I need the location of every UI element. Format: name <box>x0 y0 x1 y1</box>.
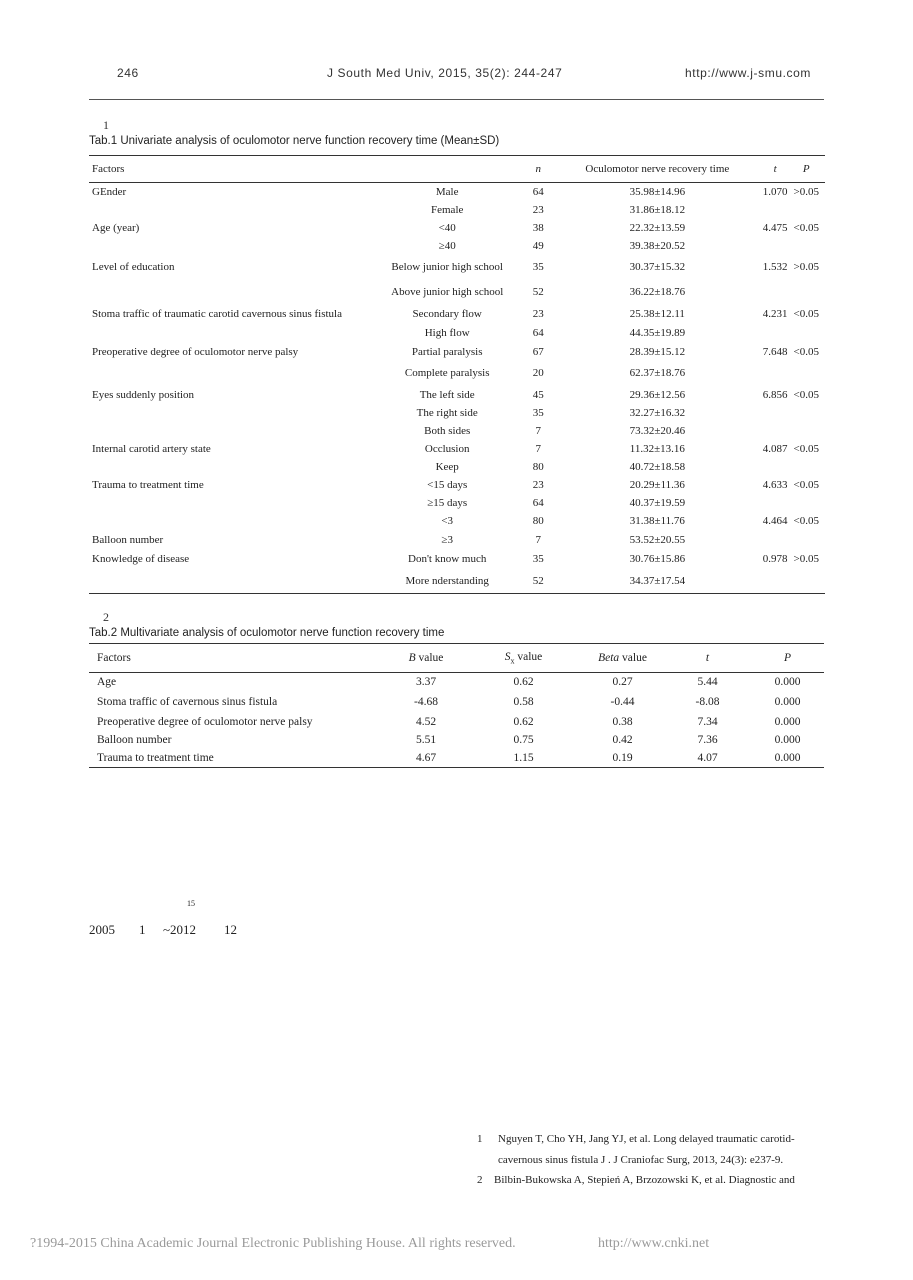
table2-header-row <box>89 644 824 673</box>
table1-header-n: n <box>525 156 552 183</box>
table1-cell: 38 <box>532 221 544 234</box>
table2-cell: 4.67 <box>415 751 437 764</box>
table1-cell: 31.86±18.12 <box>629 203 686 216</box>
table1-cell <box>788 237 825 255</box>
reference-1-line2: cavernous sinus fistula J . J Craniofac Surg, 2013, 24(3): e237-9. <box>498 1154 784 1166</box>
table2-cell: -0.44 <box>610 695 635 708</box>
table1-cell: <0.05 <box>793 515 819 527</box>
table1-row <box>89 476 825 494</box>
table1-number: 1 <box>103 118 109 132</box>
table2-cell: 0.75 <box>513 734 534 746</box>
table2-cell: 0.38 <box>612 715 633 728</box>
table2-cell: 0.000 <box>774 734 801 746</box>
table1-cell: 7 <box>535 442 542 455</box>
table1-cell: <3 <box>441 515 454 527</box>
table1-cell: The left side <box>419 388 475 401</box>
table1-cell <box>89 569 370 594</box>
table1-cell <box>788 422 825 440</box>
table1-cell <box>89 404 370 422</box>
table2-header-p: P <box>751 644 824 673</box>
table1-cell <box>763 569 788 594</box>
table1-cell: Knowledge of disease <box>92 552 190 565</box>
table1-cell: 45 <box>532 388 544 401</box>
table1-cell <box>788 531 825 549</box>
table1-cell <box>763 531 788 549</box>
table1-cell <box>763 458 788 476</box>
table1-cell: 35 <box>532 261 544 273</box>
s-word: value <box>514 650 543 663</box>
table1-cell: 49 <box>532 239 544 252</box>
table1-cell <box>788 569 825 594</box>
table2-cell: 0.42 <box>612 734 633 746</box>
table1-header-p: P <box>788 156 825 183</box>
table2-cell: Stoma traffic of cavernous sinus fistula <box>97 695 278 708</box>
table1-cell: <40 <box>438 221 456 234</box>
table1-cell <box>788 404 825 422</box>
table1-cell <box>788 494 825 512</box>
table1-cell: 64 <box>532 496 544 509</box>
table2-cell: 0.000 <box>774 715 801 728</box>
reference-1-line1 <box>477 1129 795 1150</box>
table1-cell: 35.98±14.96 <box>629 185 686 198</box>
table2-row <box>89 749 824 768</box>
table1-cell: 1.070 <box>762 185 788 198</box>
table1-cell: 7 <box>535 424 542 437</box>
table1-cell: 80 <box>532 460 544 473</box>
table1-cell: 4.087 <box>762 442 788 455</box>
journal-url: http://www.j-smu.com <box>685 66 812 80</box>
table1-cell: 20.29±11.36 <box>629 478 685 491</box>
table1-cell: 23 <box>532 308 544 320</box>
table2-cell: 0.62 <box>513 715 534 728</box>
year-2012: ~2012 <box>163 922 197 937</box>
table1-cell: 62.37±18.76 <box>629 367 686 379</box>
table1-cell: 7 <box>535 533 542 546</box>
month-1: 1 <box>139 922 146 937</box>
table1-cell: Don't know much <box>408 552 487 565</box>
table1-cell: The right side <box>416 406 478 419</box>
table1-cell <box>788 458 825 476</box>
table1-cell: 23 <box>532 478 544 491</box>
table1-row <box>89 255 825 280</box>
table1-cell <box>763 324 788 343</box>
table1-row <box>89 183 825 201</box>
table1-cell: 29.36±12.56 <box>629 388 686 401</box>
table1-row <box>89 512 825 531</box>
table1-cell: <0.05 <box>793 221 819 234</box>
table1-cell: <0.05 <box>793 308 819 320</box>
table1-cell: <15 days <box>427 478 468 491</box>
table1-row <box>89 440 825 458</box>
table1-cell: 67 <box>532 345 544 358</box>
table1-cell: Complete paralysis <box>404 367 490 379</box>
table1-row <box>89 404 825 422</box>
header-rule <box>89 99 824 100</box>
table2-cell: -4.68 <box>414 695 438 708</box>
table1-row <box>89 280 825 305</box>
table1-cell: 30.37±15.32 <box>629 261 686 273</box>
reference-1-text: Nguyen T, Cho YH, Jang YJ, et al. Long delayed traumatic carotid- <box>498 1133 795 1145</box>
table1-cell: Below junior high school <box>391 261 503 273</box>
table1-cell: 4.464 <box>762 515 788 527</box>
table1-cell <box>89 494 370 512</box>
table1-row <box>89 305 825 324</box>
table1-row <box>89 219 825 237</box>
table1-cell: Internal carotid artery state <box>92 442 211 455</box>
s-symbol: S <box>504 650 511 663</box>
table1-cell: 1.532 <box>762 261 788 273</box>
table1-cell: Age (year) <box>92 221 140 234</box>
table1-cell: 0.978 <box>762 552 788 565</box>
table2-header-b <box>386 644 466 673</box>
table1-cell: 64 <box>532 327 544 339</box>
table1-cell: Secondary flow <box>412 308 482 320</box>
table1-cell: 53.52±20.55 <box>629 533 686 546</box>
table2-cell: 0.62 <box>513 676 534 689</box>
table1-cell: <0.05 <box>793 478 819 491</box>
table1-row <box>89 422 825 440</box>
table1-cell: Eyes suddenly position <box>92 388 195 401</box>
table1-cell: 4.231 <box>762 308 788 320</box>
table2-cell: Trauma to treatment time <box>97 751 214 764</box>
table1-cell: 64 <box>532 185 544 198</box>
table1-cell <box>89 280 370 305</box>
table1-cell: 35 <box>532 406 544 419</box>
table1-row <box>89 343 825 361</box>
table1-cell: Trauma to treatment time <box>92 478 204 491</box>
table2-cell: -8.08 <box>695 695 720 708</box>
table2-cell: 0.000 <box>774 751 801 764</box>
table2-cell: 0.000 <box>774 695 801 708</box>
page-number: 246 <box>117 66 139 80</box>
table1-cell: 80 <box>532 515 544 527</box>
table1-cell: <0.05 <box>793 345 819 358</box>
table1-header-recovery-time: Oculomotor nerve recovery time <box>552 156 763 183</box>
reference-2-number: 2 <box>477 1174 483 1186</box>
year-2005: 2005 <box>89 922 115 937</box>
table1-cell: 22.32±13.59 <box>629 221 686 234</box>
table1-cell: 52 <box>532 286 544 298</box>
table1-cell: ≥40 <box>438 239 456 252</box>
table1-cell: Occlusion <box>424 442 470 455</box>
beta-symbol: Beta <box>598 652 620 664</box>
table1-header-factors: Factors <box>89 156 370 183</box>
table1-body <box>89 183 825 594</box>
table1-cell: 52 <box>532 574 544 587</box>
table1-cell: 32.27±16.32 <box>629 406 686 419</box>
table2-cell: 4.52 <box>415 715 437 728</box>
table2-cell: 0.58 <box>513 695 534 708</box>
table1-cell: >0.05 <box>793 552 819 565</box>
reference-1 <box>477 1129 795 1171</box>
citation-superscript: 15 <box>187 899 195 908</box>
table1-cell <box>89 201 370 219</box>
reference-1-number: 1 <box>477 1133 483 1145</box>
table1-cell: 23 <box>532 203 544 216</box>
table1-cell: Above junior high school <box>391 286 504 298</box>
table1-cell <box>763 237 788 255</box>
table2-row <box>89 673 824 692</box>
table2-cell: 5.51 <box>415 734 437 746</box>
table1-cell: 31.38±11.76 <box>629 515 685 527</box>
table1-row <box>89 201 825 219</box>
table2-cell: 3.37 <box>415 676 437 689</box>
table2-cell: 7.34 <box>697 715 718 728</box>
table1-row <box>89 237 825 255</box>
table1-row <box>89 531 825 549</box>
table1-cell <box>763 361 788 386</box>
table2 <box>89 643 824 768</box>
table2-cell: 0.19 <box>612 751 633 764</box>
table1-cell: Stoma traffic of traumatic carotid cavernous sinus fistula <box>92 308 342 320</box>
table1-cell <box>763 201 788 219</box>
cnki-url: http://www.cnki.net <box>598 1236 710 1251</box>
journal-citation: J South Med Univ, 2015, 35(2): 244-247 <box>327 66 563 80</box>
table1-cell: 44.35±19.89 <box>629 327 686 339</box>
table2-row <box>89 712 824 732</box>
table1-header-t: t <box>763 156 788 183</box>
table1-cell: 7.648 <box>762 345 788 358</box>
table1-row <box>89 549 825 569</box>
beta-word: value <box>619 652 647 664</box>
table1-cell: 73.32±20.46 <box>629 424 686 437</box>
reference-2 <box>477 1170 795 1191</box>
table1-cell: GEnder <box>92 185 127 198</box>
table2-cell: Age <box>97 676 117 689</box>
table1-cell: Level of education <box>92 261 175 273</box>
table1-cell: >0.05 <box>793 185 819 198</box>
table1-cell: 4.475 <box>762 221 788 234</box>
table1-cell <box>763 404 788 422</box>
table1-row <box>89 569 825 594</box>
table2-number: 2 <box>103 610 109 624</box>
table1-cell <box>89 361 370 386</box>
table1-cell: Both sides <box>424 424 471 437</box>
table2-row <box>89 692 824 712</box>
table1-cell: Partial paralysis <box>411 345 483 358</box>
table1 <box>89 155 825 594</box>
table1-cell: 25.38±12.11 <box>629 308 685 320</box>
table1-row <box>89 324 825 343</box>
table2-header-beta <box>581 644 664 673</box>
table1-cell: Keep <box>435 460 459 473</box>
table1-cell: 39.38±20.52 <box>629 239 686 252</box>
table2-cell: 1.15 <box>513 751 534 764</box>
table1-cell: 4.633 <box>762 478 788 491</box>
table1-row <box>89 386 825 404</box>
table2-cell: Preoperative degree of oculomotor nerve palsy <box>97 715 313 728</box>
table1-cell <box>788 201 825 219</box>
copyright-notice: ?1994-2015 China Academic Journal Electronic Publishing House. All rights reserved. <box>30 1236 516 1251</box>
table1-cell: 40.72±18.58 <box>629 460 686 473</box>
table1-cell: <0.05 <box>793 388 819 401</box>
table2-cell: 5.44 <box>697 676 718 689</box>
table1-cell: >0.05 <box>793 261 819 273</box>
table1-cell <box>89 237 370 255</box>
table1-cell: 40.37±19.59 <box>629 496 686 509</box>
reference-2-text: Bilbin-Bukowska A, Stepień A, Brzozowski K, et al. Diagnostic and <box>494 1174 795 1186</box>
table1-cell: 30.76±15.86 <box>629 552 686 565</box>
s-subscript: x <box>510 656 515 666</box>
table1-cell: 35 <box>532 552 544 565</box>
table1-header-level <box>370 156 525 183</box>
table1-cell <box>763 280 788 305</box>
table2-header-factors: Factors <box>89 644 386 673</box>
table1-cell <box>89 422 370 440</box>
table1-cell <box>788 280 825 305</box>
table1-cell <box>763 422 788 440</box>
table2-header-sx <box>466 644 581 673</box>
table1-cell: 34.37±17.54 <box>629 574 686 587</box>
table2-cell: 0.000 <box>774 676 801 689</box>
table1-cell <box>89 324 370 343</box>
table1-cell: 36.22±18.76 <box>629 286 686 298</box>
table2-cell: Balloon number <box>97 734 172 746</box>
table2-body <box>89 673 824 768</box>
table1-cell <box>89 512 370 531</box>
table1-cell: Female <box>431 203 464 216</box>
table2-cell: 4.07 <box>697 751 718 764</box>
b-symbol: B <box>408 652 416 664</box>
table1-cell <box>788 361 825 386</box>
table1-cell <box>763 494 788 512</box>
table1-cell: Male <box>435 185 459 198</box>
table1-row <box>89 361 825 386</box>
table1-cell: More nderstanding <box>405 574 489 587</box>
table2-cell: 0.27 <box>612 676 633 689</box>
table2-row <box>89 732 824 749</box>
table1-cell: Balloon number <box>92 533 164 546</box>
table1-cell: ≥15 days <box>427 496 468 509</box>
table1-cell: <0.05 <box>793 442 819 455</box>
table1-cell: 6.856 <box>762 388 788 401</box>
table2-cell: 7.36 <box>697 734 718 746</box>
table1-cell: 28.39±15.12 <box>629 345 686 358</box>
table1-cell <box>788 324 825 343</box>
table1-row <box>89 458 825 476</box>
table1-row <box>89 494 825 512</box>
table1-cell: 20 <box>532 367 544 379</box>
table1-header-row <box>89 156 825 183</box>
month-12: 12 <box>224 922 237 937</box>
table1-cell: 11.32±13.16 <box>629 442 685 455</box>
table2-header-t: t <box>664 644 751 673</box>
table1-caption: Tab.1 Univariate analysis of oculomotor nerve function recovery time (Mean±SD) <box>89 135 500 147</box>
table1-cell: ≥3 <box>441 533 453 546</box>
table1-cell: High flow <box>424 327 470 339</box>
table2-caption: Tab.2 Multivariate analysis of oculomotor nerve function recovery time <box>89 627 445 639</box>
b-word: value <box>415 652 444 664</box>
table1-cell <box>89 458 370 476</box>
table1-cell: Preoperative degree of oculomotor nerve palsy <box>92 345 299 358</box>
